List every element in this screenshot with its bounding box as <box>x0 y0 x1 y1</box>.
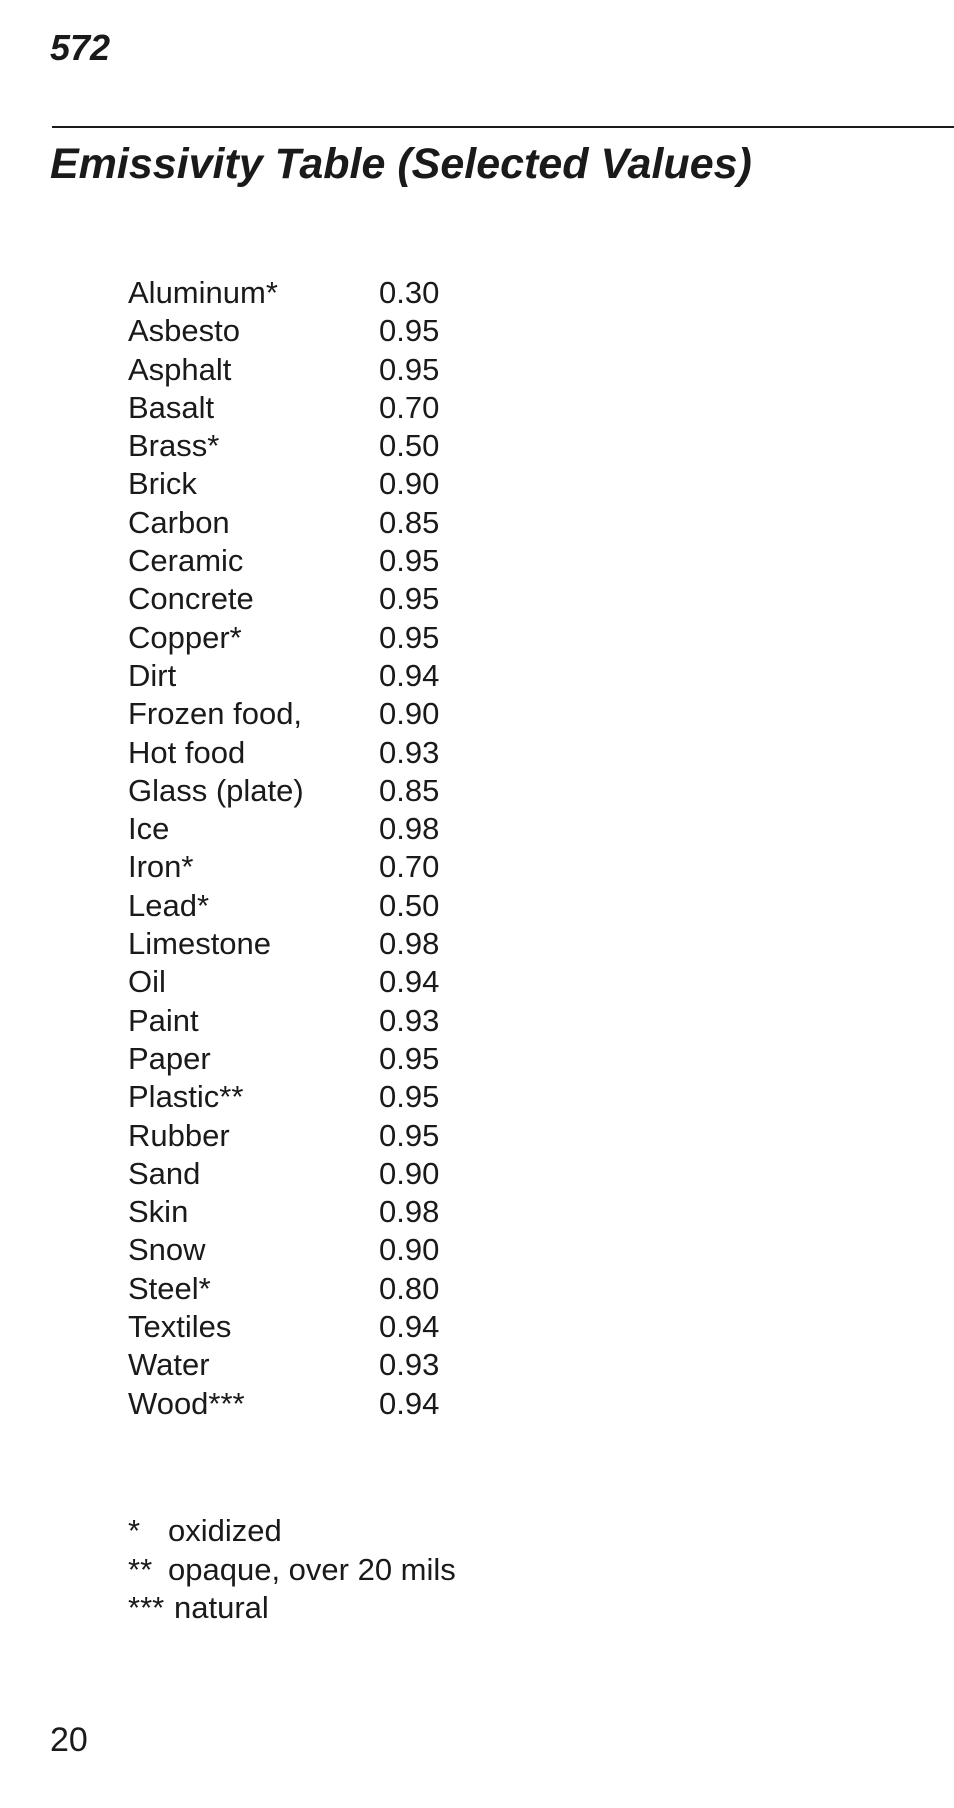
material-name: Ceramic <box>128 543 244 579</box>
emissivity-value: 0.98 <box>379 811 440 847</box>
table-row <box>128 963 439 1001</box>
material-name: Limestone <box>128 926 272 962</box>
material-name: Water <box>128 1347 210 1383</box>
emissivity-value: 0.95 <box>379 1040 440 1076</box>
material-name: Paint <box>128 1002 199 1038</box>
emissivity-value: 0.95 <box>379 543 440 579</box>
table-row <box>128 1385 439 1423</box>
footnote-mark: ** <box>128 1551 153 1587</box>
table-row <box>128 695 439 733</box>
material-name: Glass (plate) <box>128 772 304 808</box>
table-row <box>128 1346 439 1384</box>
table-row <box>128 657 439 695</box>
table-row <box>128 1117 439 1155</box>
material-name: Concrete <box>128 581 254 617</box>
emissivity-value: 0.95 <box>379 1079 440 1115</box>
footnotes <box>128 1512 456 1628</box>
footnote-mark: * <box>128 1513 141 1548</box>
footnote-opaque <box>128 1551 456 1590</box>
material-name: Aluminum* <box>128 275 278 310</box>
emissivity-value: 0.98 <box>379 1194 440 1230</box>
emissivity-value: 0.90 <box>379 1232 440 1268</box>
emissivity-value: 0.95 <box>379 1117 440 1153</box>
material-name: Asbesto <box>128 313 241 349</box>
table-row <box>128 925 439 963</box>
table-body <box>128 274 439 1423</box>
emissivity-value: 0.94 <box>379 964 440 1000</box>
page-title: Emissivity Table (Selected Values) <box>50 140 752 188</box>
table-row <box>128 504 439 542</box>
footnote-text: oxidized <box>168 1513 282 1548</box>
material-name: Dirt <box>128 657 177 693</box>
emissivity-value: 0.30 <box>379 275 440 310</box>
footnote-text: opaque, over 20 mils <box>168 1551 456 1587</box>
material-name: Snow <box>128 1232 206 1268</box>
material-name: Ice <box>128 811 170 847</box>
material-name: Plastic** <box>128 1079 244 1115</box>
emissivity-value: 0.85 <box>379 504 440 540</box>
model-number: 572 <box>50 27 111 68</box>
material-name: Frozen food, <box>128 696 303 732</box>
emissivity-value: 0.90 <box>379 696 440 732</box>
material-name: Skin <box>128 1194 189 1230</box>
material-name: Copper* <box>128 619 242 655</box>
table-row <box>128 1231 439 1269</box>
material-name: Paper <box>128 1040 211 1076</box>
emissivity-value: 0.95 <box>379 313 440 349</box>
table-row <box>128 619 439 657</box>
footnote-text: natural <box>174 1590 269 1625</box>
table-row <box>128 848 439 886</box>
emissivity-value: 0.85 <box>379 772 440 808</box>
footnote-mark: *** <box>128 1590 165 1625</box>
emissivity-value: 0.70 <box>379 849 440 885</box>
table-row <box>128 1193 439 1231</box>
table-row <box>128 351 439 389</box>
emissivity-value: 0.70 <box>379 389 440 425</box>
table-row <box>128 1270 439 1308</box>
table-row <box>128 465 439 503</box>
table-row <box>128 772 439 810</box>
emissivity-value: 0.95 <box>379 619 440 655</box>
emissivity-value: 0.94 <box>379 1309 440 1345</box>
table-row <box>128 580 439 618</box>
page-number: 20 <box>50 1721 88 1759</box>
table-row <box>128 1078 439 1116</box>
material-name: Brick <box>128 466 197 502</box>
table-row <box>128 1002 439 1040</box>
emissivity-value: 0.50 <box>379 428 440 464</box>
table-row <box>128 542 439 580</box>
emissivity-value: 0.94 <box>379 1385 440 1421</box>
emissivity-value: 0.90 <box>379 1155 440 1191</box>
material-name: Asphalt <box>128 351 232 387</box>
material-name: Sand <box>128 1155 201 1191</box>
header-rule <box>52 126 954 128</box>
emissivity-value: 0.50 <box>379 887 440 923</box>
emissivity-value: 0.93 <box>379 1002 440 1038</box>
material-name: Basalt <box>128 389 215 425</box>
material-name: Rubber <box>128 1117 230 1153</box>
emissivity-value: 0.95 <box>379 581 440 617</box>
emissivity-value: 0.93 <box>379 1347 440 1383</box>
table-row <box>128 1308 439 1346</box>
emissivity-value: 0.90 <box>379 466 440 502</box>
table-row <box>128 734 439 772</box>
table-row <box>128 887 439 925</box>
table-row <box>128 1040 439 1078</box>
material-name: Hot food <box>128 734 246 770</box>
material-name: Oil <box>128 964 166 1000</box>
material-name: Steel* <box>128 1270 211 1306</box>
table-row <box>128 810 439 848</box>
table-row <box>128 1155 439 1193</box>
table-row <box>128 312 439 350</box>
material-name: Lead* <box>128 887 210 923</box>
footnote-natural <box>128 1589 456 1628</box>
table-row <box>128 274 439 312</box>
emissivity-table <box>128 274 439 1423</box>
emissivity-value: 0.94 <box>379 657 440 693</box>
table-row <box>128 389 439 427</box>
material-name: Wood*** <box>128 1385 245 1421</box>
table-row <box>128 427 439 465</box>
emissivity-value: 0.80 <box>379 1270 440 1306</box>
footnote-oxidized <box>128 1512 456 1551</box>
emissivity-value: 0.95 <box>379 351 440 387</box>
material-name: Carbon <box>128 504 230 540</box>
material-name: Brass* <box>128 428 220 464</box>
emissivity-value: 0.98 <box>379 926 440 962</box>
material-name: Textiles <box>128 1309 232 1345</box>
material-name: Iron* <box>128 849 194 885</box>
emissivity-value: 0.93 <box>379 734 440 770</box>
